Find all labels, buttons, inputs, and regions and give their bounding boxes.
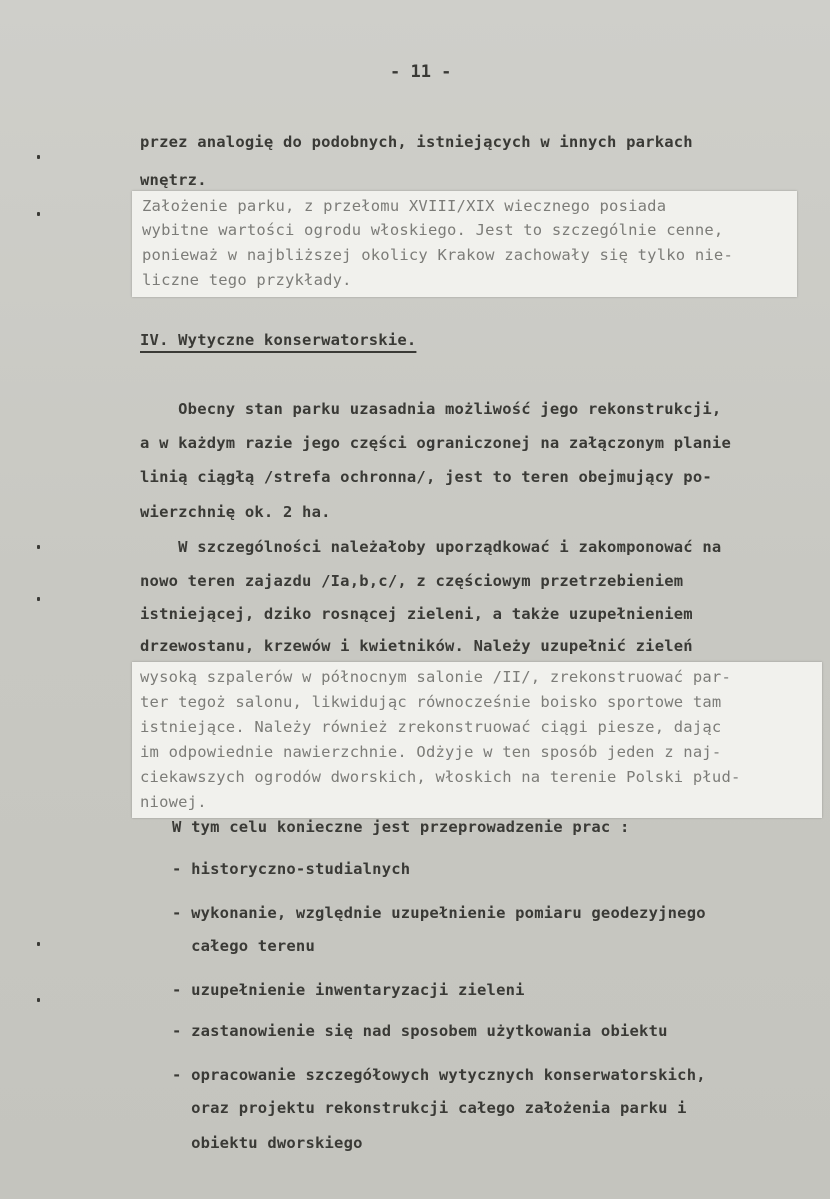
text-line: istniejącej, dziko rosnącej zieleni, a także uzupełnieniem xyxy=(140,605,693,623)
text-line: W szczególności należałoby uporządkować i zakomponować na xyxy=(140,538,722,556)
text-line: wierzchnię ok. 2 ha. xyxy=(140,503,331,521)
text-line: Założenie parku, z przełomu XVIII/XIX wiecznego posiada xyxy=(142,197,667,215)
list-intro: W tym celu konieczne jest przeprowadzenie prac : xyxy=(172,818,630,836)
text-line: a w każdym razie jego części ograniczonej na załączonym planie xyxy=(140,434,731,452)
list-item: - uzupełnienie inwentaryzacji zieleni xyxy=(172,981,525,999)
text-line: nowo teren zajazdu /Ia,b,c/, z częściowym przetrzebieniem xyxy=(140,572,684,590)
text-line: ciekawszych ogrodów dworskich, włoskich na terenie Polski płud- xyxy=(140,768,741,786)
list-item: - opracowanie szczegółowych wytycznych konserwatorskich, xyxy=(172,1066,706,1084)
text-line: wybitne wartości ogrodu włoskiego. Jest to szczególnie cenne, xyxy=(142,221,724,239)
text-line: wysoką szpalerów w północnym salonie /II/, zrekonstruować par- xyxy=(140,668,731,686)
list-item: - historyczno-studialnych xyxy=(172,860,411,878)
text-line: przez analogię do podobnych, istniejących w innych parkach xyxy=(140,133,693,151)
list-item: obiektu dworskiego xyxy=(172,1134,363,1152)
margin-mark xyxy=(37,155,40,159)
pasted-slip xyxy=(132,662,822,818)
pasted-slip xyxy=(132,191,797,297)
list-item: - zastanowienie się nad sposobem użytkowania obiektu xyxy=(172,1022,668,1040)
text-line: im odpowiednie nawierzchnie. Odżyje w ten sposób jeden z naj- xyxy=(140,743,722,761)
text-line: liczne tego przykłady. xyxy=(142,271,352,289)
margin-mark xyxy=(37,597,40,601)
margin-mark xyxy=(37,998,40,1002)
text-line: niowej. xyxy=(140,793,207,811)
margin-mark xyxy=(37,942,40,946)
page-number: - 11 - xyxy=(390,62,452,82)
list-item: - wykonanie, względnie uzupełnienie pomiaru geodezyjnego xyxy=(172,904,706,922)
text-line: drzewostanu, krzewów i kwietników. Należy uzupełnić zieleń xyxy=(140,637,693,655)
list-item: oraz projektu rekonstrukcji całego założenia parku i xyxy=(172,1099,687,1117)
text-line: Obecny stan parku uzasadnia możliwość jego rekonstrukcji, xyxy=(140,400,722,418)
margin-mark xyxy=(37,545,40,549)
text-line: ponieważ w najbliższej okolicy Krakow zachowały się tylko nie- xyxy=(142,246,733,264)
section-heading: IV. Wytyczne konserwatorskie. xyxy=(140,331,417,349)
list-item: całego terenu xyxy=(172,937,315,955)
text-line: wnętrz. xyxy=(140,171,207,189)
text-line: istniejące. Należy również zrekonstruować ciągi piesze, dając xyxy=(140,718,722,736)
text-line: linią ciągłą /strefa ochronna/, jest to teren obejmujący po- xyxy=(140,468,712,486)
text-line: ter tegoż salonu, likwidując równocześnie boisko sportowe tam xyxy=(140,693,722,711)
margin-mark xyxy=(37,212,40,216)
